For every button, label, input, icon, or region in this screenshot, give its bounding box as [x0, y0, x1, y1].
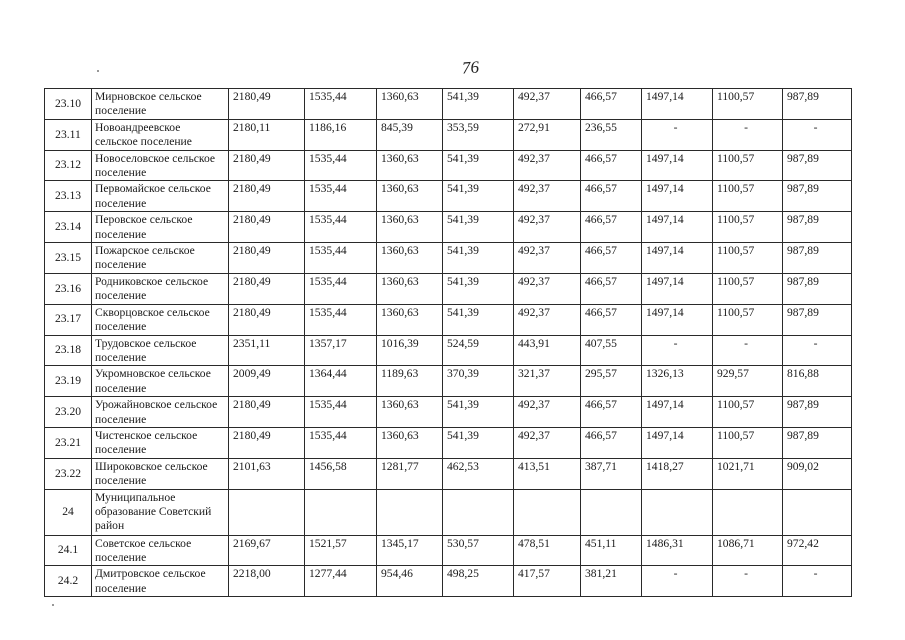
value-cell: 466,57: [581, 89, 642, 120]
value-cell: 1535,44: [305, 243, 377, 274]
value-cell: 492,37: [514, 89, 581, 120]
value-cell: 1360,63: [377, 304, 443, 335]
value-cell: -: [713, 119, 783, 150]
value-cell: 987,89: [783, 243, 852, 274]
value-cell: 909,02: [783, 458, 852, 489]
row-number: 23.11: [45, 119, 92, 150]
value-cell: 541,39: [443, 304, 514, 335]
value-cell: 381,21: [581, 566, 642, 597]
value-cell: 492,37: [514, 427, 581, 458]
value-cell: 541,39: [443, 397, 514, 428]
value-cell: 1326,13: [642, 366, 713, 397]
value-cell: 478,51: [514, 535, 581, 566]
value-cell: 1281,77: [377, 458, 443, 489]
table-row: [45, 397, 852, 428]
value-cell: -: [783, 119, 852, 150]
row-number: 24.1: [45, 535, 92, 566]
value-cell: 370,39: [443, 366, 514, 397]
value-cell: [581, 489, 642, 535]
value-cell: 1364,44: [305, 366, 377, 397]
value-cell: 1345,17: [377, 535, 443, 566]
value-cell: 2180,49: [229, 427, 305, 458]
table-row: [45, 89, 852, 120]
value-cell: 1535,44: [305, 212, 377, 243]
value-cell: 466,57: [581, 304, 642, 335]
value-cell: 2180,49: [229, 397, 305, 428]
value-cell: 443,91: [514, 335, 581, 366]
value-cell: [713, 489, 783, 535]
table-row: [45, 150, 852, 181]
settlement-name: Пожарское сельское поселение: [92, 243, 229, 274]
settlement-name: Дмитровское сельское поселение: [92, 566, 229, 597]
value-cell: 1360,63: [377, 427, 443, 458]
value-cell: 1535,44: [305, 181, 377, 212]
value-cell: [443, 489, 514, 535]
settlement-name: Укромновское сельское поселение: [92, 366, 229, 397]
settlement-name: Муниципальное образование Советский район: [92, 489, 229, 535]
value-cell: 541,39: [443, 212, 514, 243]
value-cell: 1016,39: [377, 335, 443, 366]
table-row: [45, 181, 852, 212]
row-number: 23.16: [45, 273, 92, 304]
row-number: 23.15: [45, 243, 92, 274]
row-number: 23.18: [45, 335, 92, 366]
value-cell: 1535,44: [305, 89, 377, 120]
value-cell: 816,88: [783, 366, 852, 397]
value-cell: 466,57: [581, 243, 642, 274]
value-cell: 987,89: [783, 212, 852, 243]
row-number: 23.21: [45, 427, 92, 458]
value-cell: -: [713, 566, 783, 597]
row-number: 23.19: [45, 366, 92, 397]
value-cell: 2180,49: [229, 181, 305, 212]
settlement-name: Широковское сельское поселение: [92, 458, 229, 489]
value-cell: 466,57: [581, 397, 642, 428]
value-cell: 987,89: [783, 397, 852, 428]
value-cell: 1360,63: [377, 273, 443, 304]
value-cell: 1497,14: [642, 397, 713, 428]
value-cell: 972,42: [783, 535, 852, 566]
value-cell: 524,59: [443, 335, 514, 366]
value-cell: 1100,57: [713, 243, 783, 274]
value-cell: 1497,14: [642, 212, 713, 243]
value-cell: 2180,49: [229, 304, 305, 335]
value-cell: 1186,16: [305, 119, 377, 150]
value-cell: 987,89: [783, 181, 852, 212]
value-cell: 295,57: [581, 366, 642, 397]
value-cell: 541,39: [443, 427, 514, 458]
value-cell: 987,89: [783, 150, 852, 181]
page-number: 76: [461, 57, 480, 78]
value-cell: 1360,63: [377, 150, 443, 181]
value-cell: 417,57: [514, 566, 581, 597]
value-cell: [783, 489, 852, 535]
row-number: 23.13: [45, 181, 92, 212]
value-cell: 2180,11: [229, 119, 305, 150]
value-cell: 236,55: [581, 119, 642, 150]
settlement-name: Чистенское сельское поселение: [92, 427, 229, 458]
value-cell: 530,57: [443, 535, 514, 566]
row-number: 24.2: [45, 566, 92, 597]
value-cell: 954,46: [377, 566, 443, 597]
row-number: 23.20: [45, 397, 92, 428]
value-cell: 2180,49: [229, 150, 305, 181]
value-cell: 1360,63: [377, 181, 443, 212]
table-row: [45, 535, 852, 566]
value-cell: 1535,44: [305, 304, 377, 335]
value-cell: 1497,14: [642, 89, 713, 120]
value-cell: 1360,63: [377, 397, 443, 428]
value-cell: 492,37: [514, 181, 581, 212]
value-cell: 2351,11: [229, 335, 305, 366]
value-cell: -: [713, 335, 783, 366]
value-cell: 466,57: [581, 427, 642, 458]
value-cell: 407,55: [581, 335, 642, 366]
value-cell: 498,25: [443, 566, 514, 597]
value-cell: 1497,14: [642, 150, 713, 181]
value-cell: 2180,49: [229, 273, 305, 304]
value-cell: 1497,14: [642, 427, 713, 458]
value-cell: 2218,00: [229, 566, 305, 597]
table-row: [45, 273, 852, 304]
value-cell: 1100,57: [713, 212, 783, 243]
settlement-name: Урожайновское сельское поселение: [92, 397, 229, 428]
value-cell: [305, 489, 377, 535]
scan-speck: [52, 604, 54, 606]
value-cell: 845,39: [377, 119, 443, 150]
value-cell: 987,89: [783, 304, 852, 335]
settlement-name: Родниковское сельское поселение: [92, 273, 229, 304]
table-row: [45, 458, 852, 489]
value-cell: 492,37: [514, 397, 581, 428]
value-cell: 2180,49: [229, 89, 305, 120]
settlement-name: Новоселовское сельское поселение: [92, 150, 229, 181]
value-cell: 413,51: [514, 458, 581, 489]
value-cell: [514, 489, 581, 535]
value-cell: 1100,57: [713, 150, 783, 181]
value-cell: 1086,71: [713, 535, 783, 566]
value-cell: 1497,14: [642, 181, 713, 212]
settlement-name: Новоандреевское сельское поселение: [92, 119, 229, 150]
value-cell: 1360,63: [377, 212, 443, 243]
value-cell: 2180,49: [229, 243, 305, 274]
value-cell: 321,37: [514, 366, 581, 397]
value-cell: 1100,57: [713, 181, 783, 212]
table-row: [45, 119, 852, 150]
value-cell: -: [642, 566, 713, 597]
value-cell: 492,37: [514, 273, 581, 304]
value-cell: 1535,44: [305, 397, 377, 428]
value-cell: 1277,44: [305, 566, 377, 597]
scan-speck: [97, 70, 99, 72]
value-cell: 492,37: [514, 243, 581, 274]
settlement-name: Перовское сельское поселение: [92, 212, 229, 243]
settlement-name: Мирновское сельское поселение: [92, 89, 229, 120]
value-cell: 1021,71: [713, 458, 783, 489]
value-cell: 466,57: [581, 212, 642, 243]
value-cell: 353,59: [443, 119, 514, 150]
value-cell: 1535,44: [305, 273, 377, 304]
table-row: [45, 243, 852, 274]
value-cell: 1100,57: [713, 273, 783, 304]
settlement-name: Скворцовское сельское поселение: [92, 304, 229, 335]
value-cell: 272,91: [514, 119, 581, 150]
value-cell: 387,71: [581, 458, 642, 489]
value-cell: 466,57: [581, 273, 642, 304]
value-cell: 451,11: [581, 535, 642, 566]
row-number: 23.14: [45, 212, 92, 243]
table-row: [45, 427, 852, 458]
value-cell: [377, 489, 443, 535]
value-cell: 492,37: [514, 150, 581, 181]
value-cell: 929,57: [713, 366, 783, 397]
settlement-name: Первомайское сельское поселение: [92, 181, 229, 212]
row-number: 23.17: [45, 304, 92, 335]
value-cell: [229, 489, 305, 535]
table-body: [45, 89, 852, 597]
value-cell: 1497,14: [642, 273, 713, 304]
value-cell: 541,39: [443, 181, 514, 212]
value-cell: 1100,57: [713, 304, 783, 335]
value-cell: 1497,14: [642, 243, 713, 274]
value-cell: 1360,63: [377, 243, 443, 274]
value-cell: 1521,57: [305, 535, 377, 566]
value-cell: 1535,44: [305, 427, 377, 458]
value-cell: 1418,27: [642, 458, 713, 489]
value-cell: -: [642, 119, 713, 150]
value-cell: 2180,49: [229, 212, 305, 243]
row-number: 23.12: [45, 150, 92, 181]
value-cell: 1535,44: [305, 150, 377, 181]
table-row: [45, 335, 852, 366]
value-cell: 987,89: [783, 427, 852, 458]
value-cell: 2169,67: [229, 535, 305, 566]
value-cell: 466,57: [581, 181, 642, 212]
value-cell: 987,89: [783, 89, 852, 120]
row-number: 23.10: [45, 89, 92, 120]
value-cell: 2009,49: [229, 366, 305, 397]
value-cell: 1456,58: [305, 458, 377, 489]
value-cell: 541,39: [443, 273, 514, 304]
value-cell: 1486,31: [642, 535, 713, 566]
value-cell: 1497,14: [642, 304, 713, 335]
value-cell: 466,57: [581, 150, 642, 181]
value-cell: 541,39: [443, 89, 514, 120]
table-row: [45, 212, 852, 243]
table-row: [45, 304, 852, 335]
value-cell: 492,37: [514, 304, 581, 335]
value-cell: 541,39: [443, 243, 514, 274]
value-cell: -: [783, 566, 852, 597]
value-cell: 987,89: [783, 273, 852, 304]
value-cell: 1100,57: [713, 427, 783, 458]
value-cell: 462,53: [443, 458, 514, 489]
row-number: 24: [45, 489, 92, 535]
value-cell: -: [642, 335, 713, 366]
value-cell: 1189,63: [377, 366, 443, 397]
value-cell: [642, 489, 713, 535]
value-cell: 1360,63: [377, 89, 443, 120]
value-cell: 541,39: [443, 150, 514, 181]
value-cell: 1100,57: [713, 397, 783, 428]
settlement-name: Трудовское сельское поселение: [92, 335, 229, 366]
settlement-name: Советское сельское поселение: [92, 535, 229, 566]
row-number: 23.22: [45, 458, 92, 489]
value-cell: 1100,57: [713, 89, 783, 120]
value-cell: 2101,63: [229, 458, 305, 489]
value-cell: 492,37: [514, 212, 581, 243]
value-cell: -: [783, 335, 852, 366]
tariff-table: [44, 88, 852, 597]
value-cell: 1357,17: [305, 335, 377, 366]
table-row: [45, 366, 852, 397]
table-row: [45, 566, 852, 597]
table-row: [45, 489, 852, 535]
